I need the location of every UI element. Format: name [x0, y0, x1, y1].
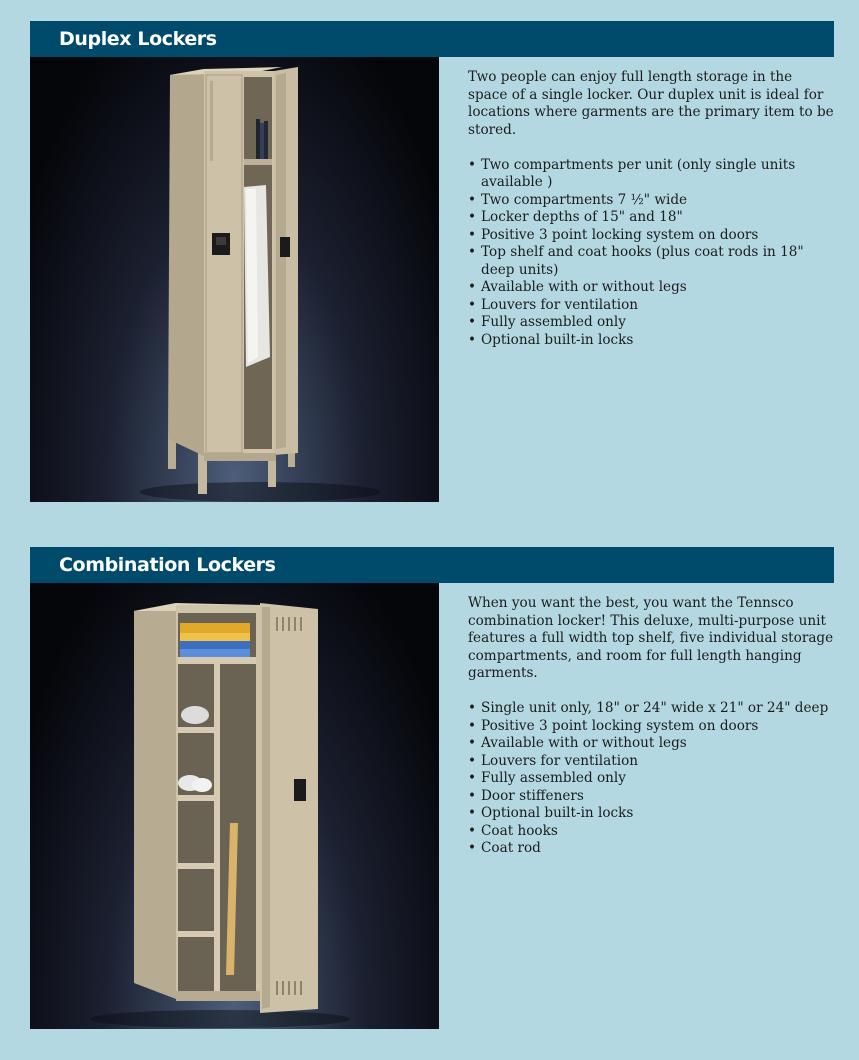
duplex-title: Duplex Lockers	[59, 28, 217, 50]
duplex-intro: Two people can enjoy full length storage in the space of a single locker. Our duplex unit is ideal for locations where garments are the primary item to be stored.	[468, 69, 834, 138]
combination-description	[468, 595, 834, 858]
list-item: • Louvers for ventilation	[468, 297, 834, 315]
list-item: • Top shelf and coat hooks (plus coat rods in 18" deep units)	[468, 244, 834, 279]
list-item: • Optional built-in locks	[468, 805, 834, 823]
combination-locker-photo	[30, 583, 439, 1029]
list-item: • Available with or without legs	[468, 735, 834, 753]
list-item: • Two compartments per unit (only single units available )	[468, 157, 834, 192]
list-item: • Available with or without legs	[468, 279, 834, 297]
list-item: • Coat rod	[468, 840, 834, 858]
duplex-section	[30, 21, 834, 348]
list-item: • Positive 3 point locking system on doors	[468, 718, 834, 736]
list-item: • Locker depths of 15" and 18"	[468, 209, 834, 227]
list-item: • Positive 3 point locking system on doors	[468, 227, 834, 245]
duplex-locker-photo	[30, 57, 439, 502]
duplex-banner	[30, 21, 834, 57]
combination-banner	[30, 547, 834, 583]
list-item: • Two compartments 7 ½" wide	[468, 192, 834, 210]
list-item: • Fully assembled only	[468, 314, 834, 332]
list-item: • Fully assembled only	[468, 770, 834, 788]
combination-locker-illustration	[30, 583, 439, 1029]
combination-section	[30, 547, 834, 856]
list-item: • Coat hooks	[468, 823, 834, 841]
combination-feature-list	[468, 700, 834, 858]
list-item: • Louvers for ventilation	[468, 753, 834, 771]
combination-intro: When you want the best, you want the Tennsco combination locker! This deluxe, multi-purpose unit features a full width top shelf, five individual storage compartments, and room for full length hanging garments.	[468, 595, 834, 681]
list-item: • Door stiffeners	[468, 788, 834, 806]
combination-title: Combination Lockers	[59, 554, 276, 576]
duplex-locker-illustration	[30, 57, 439, 502]
duplex-feature-list	[468, 157, 834, 350]
list-item: • Single unit only, 18" or 24" wide x 21" or 24" deep	[468, 700, 834, 718]
duplex-description	[468, 69, 834, 349]
list-item: • Optional built-in locks	[468, 332, 834, 350]
